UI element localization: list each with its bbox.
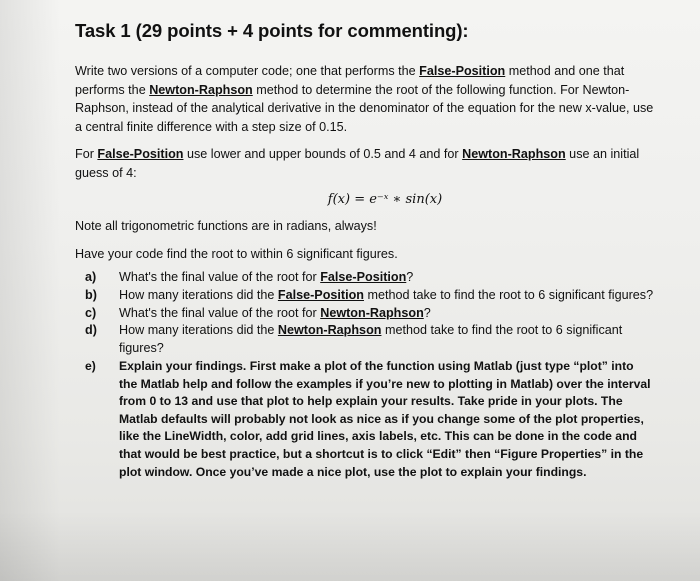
significant-figures-instruction: Have your code find the root to within 6 significant figures.	[75, 246, 398, 261]
assignment-text	[75, 20, 655, 481]
bounds-text-3: use an initial guess of 4:	[75, 147, 640, 180]
question-list	[75, 269, 655, 481]
question-text: method take to find the root to 6 significant figures?	[363, 287, 654, 302]
question-letter: b)	[85, 287, 97, 302]
question-letter: e)	[85, 358, 96, 373]
false-position-term: False-Position	[419, 64, 506, 78]
question-letter: d)	[85, 323, 97, 338]
task-title: Task 1 (29 points + 4 points for commenting):	[75, 20, 469, 41]
question-letter: a)	[85, 270, 97, 284]
question-text: Explain your findings. First make a plot of the function using Matlab (just type “plot” into the Matlab help and follow the examples if you’re new to plotting in Matlab) over the interval from 0 to 13 and use that plot to help explain your results. Take pride in your plots. The Matlab defaults will probably not look as nice as if you change some of the plot properties, like the LineWidth, color, add grid lines, axis labels, etc. This can be done in the code and that would be best practice, but a shortcut is to click “Edit” then “Figure Properties” in the plot window. Once you’ve made a nice plot, use the plot to explain your findings.	[119, 358, 651, 479]
bounds-text-1: For	[75, 147, 98, 161]
photo-shadow-bottom	[0, 511, 700, 581]
question-text: How many iterations did the	[119, 323, 278, 338]
question-letter: c)	[85, 305, 97, 320]
intro-text-1: Write two versions of a computer code; one that performs the	[75, 64, 420, 78]
false-position-term: False-Position	[277, 287, 364, 302]
photo-shadow-left	[0, 0, 60, 581]
question-text: What's the final value of the root for	[119, 305, 321, 320]
bounds-paragraph	[75, 145, 655, 182]
bounds-text-2: use lower and upper bounds of 0.5 and 4 and for	[183, 147, 463, 161]
newton-raphson-term: Newton-Raphson	[277, 323, 382, 338]
false-position-term: False-Position	[320, 270, 407, 284]
question-b	[75, 287, 655, 305]
question-d	[75, 322, 655, 358]
question-text: ?	[406, 270, 414, 284]
question-text: How many iterations did the	[119, 287, 278, 302]
question-c	[75, 305, 655, 323]
false-position-term: False-Position	[97, 147, 184, 161]
question-e	[75, 358, 655, 481]
note-radians: Note all trigonometric functions are in radians, always!	[75, 219, 377, 233]
intro-text-3: method to determine the root of the following function. For Newton-Raphson, instead of the analytical derivative in the denominator of the equation for the new x-value, use a central finite difference with a step size of 0.15.	[75, 82, 654, 134]
intro-paragraph	[75, 62, 655, 136]
question-a	[75, 269, 655, 287]
question-text: method take to find the root to 6 significant figures?	[119, 323, 623, 356]
intro-text-2: method and one that performs the	[75, 64, 625, 97]
question-text: ?	[423, 305, 431, 320]
newton-raphson-term: Newton-Raphson	[462, 147, 566, 161]
question-text: What's the final value of the root for	[119, 270, 321, 284]
newton-raphson-term: Newton-Raphson	[320, 305, 424, 320]
function-equation: f(x) = e⁻ˣ ∗ sin(x)	[327, 192, 443, 207]
newton-raphson-term: Newton-Raphson	[149, 82, 253, 97]
